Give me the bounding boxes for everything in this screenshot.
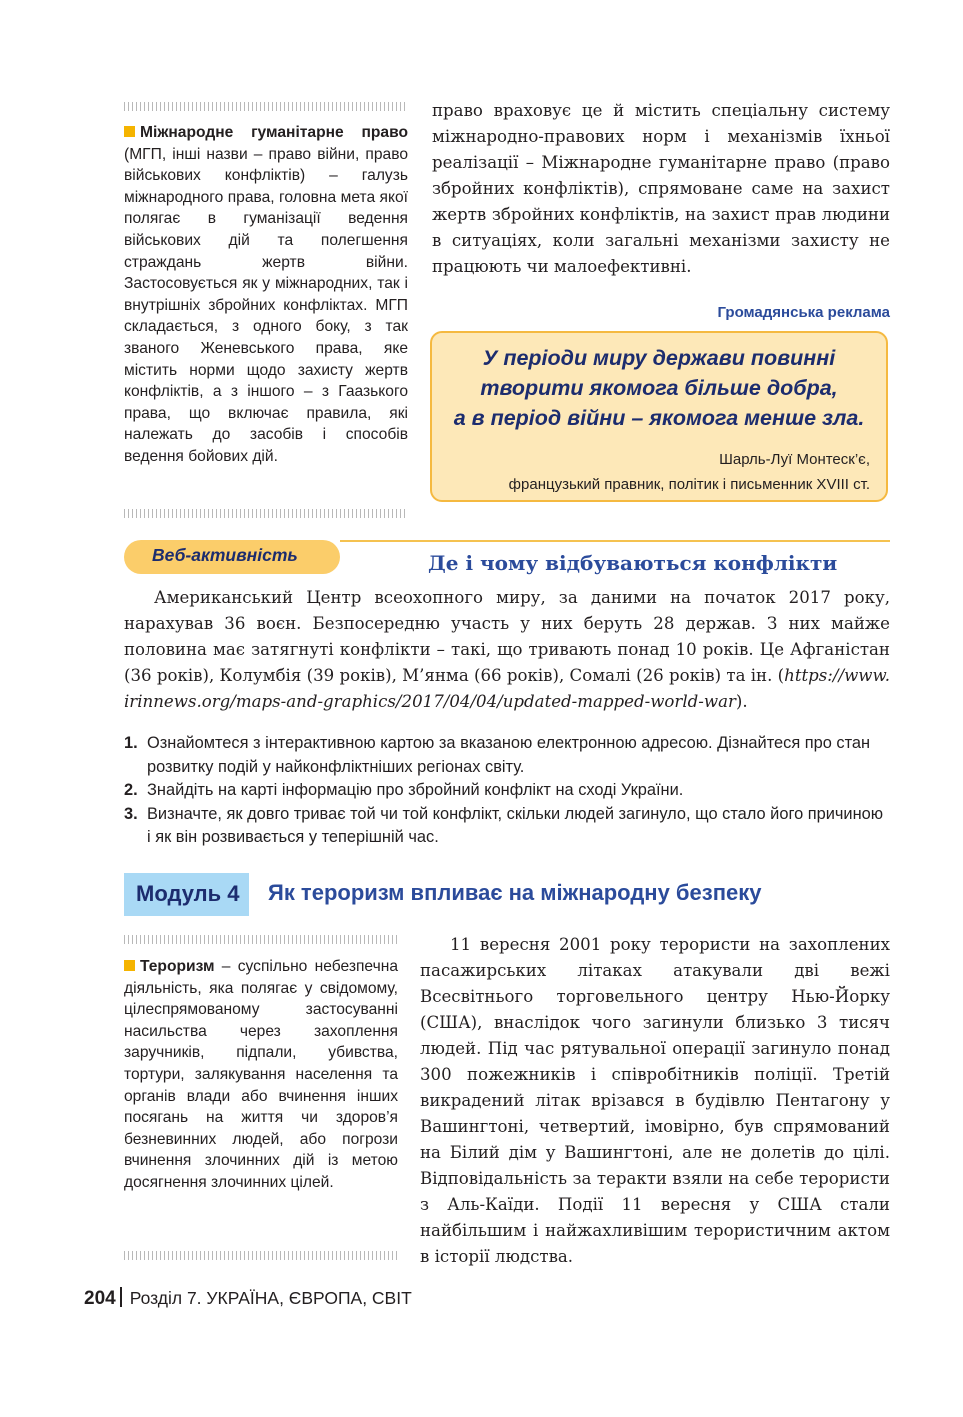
glossary-term: Тероризм: [140, 958, 215, 975]
bullet-square-icon: [124, 960, 135, 971]
page-number: 204: [84, 1288, 116, 1309]
quote-author: Шарль-Луї Монтеск’є, французький правник, політик і письменник XVIII ст.: [508, 451, 870, 493]
web-activity-paragraph: Американський Центр всеохопного миру, за даними на початок 2017 року, нарахував 36 воєн. Безпосередню участь у них беруть 28 держав. З них майже половина має затягнуті конфлікти – такі, що тривають понад 10 років. Це Афганістан (36 років), Колумбія (39 років), М’янма (66 років), Сомалі (26 років) та ін. (https://www.irinnews.org/maps-and-graphics/2017/04/04/updated-mapped-world-war).: [124, 588, 890, 711]
web-activity-badge: Веб-активність: [124, 540, 340, 574]
task-item: 2. Знайдіть на карті інформацію про збройний конфлікт на сході України.: [124, 781, 684, 799]
glossary-terrorism: [124, 956, 398, 1194]
web-activity-rule: [340, 540, 890, 542]
glossary-term: Міжнародне гуманітарне право: [140, 124, 408, 141]
glossary-definition: – суспільно небезпечна діяльність, яка полягає у свідомому, цілеспрямованому застосуванні насильства через захоплення заручників, підпали, убивства, тортури, залякування населення та органів влади або вчинення інших посягань на життя чи здоров’я безневинних людей, або погрози вчинення злочинних дій із метою досягнення злочинних цілей.: [124, 958, 398, 1191]
sidebar-divider-top: [124, 102, 408, 111]
quote-label: Громадянська реклама: [717, 304, 890, 321]
footer-divider: [120, 1287, 122, 1307]
sidebar-divider-top-2: [124, 935, 398, 944]
glossary-ihl: [124, 122, 408, 468]
body-paragraph-ihl: право враховує це й містить спеціальну систему міжнародно-правових норм і механізмів їхньої реалізації – Міжнародне гуманітарне право (право збройних конфліктів), спрямоване саме на захист жертв збройних конфліктів, на захист прав людини в ситуаціях, коли загальні механізми захисту не працюють чи малоефективні.: [432, 101, 890, 276]
page-footer: [84, 1287, 412, 1310]
module-badge: Модуль 4: [124, 873, 249, 916]
task-item: 3. Визначте, як довго триває той чи той конфлікт, скільки людей загинуло, що стало його причиною і як він розвивається у теперішній час.: [124, 804, 884, 846]
web-activity-title: Де і чому відбуваються конфлікти: [428, 551, 838, 575]
task-list: [124, 732, 890, 850]
task-item: 1. Ознайомтеся з інтерактивною картою за вказаною електронною адресою. Дізнайтеся про стан розвитку подій у найконфліктніших регіонах світу.: [124, 734, 871, 776]
sidebar-divider-bottom-2: [124, 1251, 398, 1260]
quote-box: [430, 331, 888, 502]
sidebar-divider-bottom: [124, 509, 408, 518]
body-paragraph-911: 11 вересня 2001 року терористи на захоплених пасажирських літаках атакували дві вежі Всесвітнього торговельного центру Нью-Йорку (США), внаслідок чого загинули близько 3 тисяч людей. Під час рятувальної операції загинуло понад 300 пожежників і співробітників поліції. Третій викрадений літак врізався в будівлю Пентагону у Вашингтоні, четвертий, імовірно, був спрямований на Білий дім у Вашингтоні, але не долетів до цілі. Відповідальність за теракти взяли на себе терористи з Аль-Каїди. Події 11 вересня у США стали найбільшим і найжахливішим терористичним актом в історії людства.: [420, 935, 890, 1266]
quote-text: У періоди миру держави повинні творити якомога більше добра, а в період війни – якомога менше зла.: [453, 346, 865, 430]
module-title: Як тероризм впливає на міжнародну безпеку: [268, 880, 762, 905]
glossary-definition: (МГП, інші назви – право війни, право військових конфліктів) – галузь міжнародного права, головна мета якої полягає в гуманізації ведення військових дій та полегшення страждань жертв війни. Застосовується як у міжнародних, так і внутрішніх збройних конфліктах. МГП складається, з одного боку, з так званого Женевського права, яке містить норми щодо захисту жертв конфліктів, а з іншого – з Гаазького права, що включає правила, які належать до засобів і способів ведення бойових дій.: [124, 145, 408, 465]
section-title: Розділ 7. УКРАЇНА, ЄВРОПА, СВІТ: [129, 1288, 412, 1308]
bullet-square-icon: [124, 126, 135, 137]
web-activity-link[interactable]: https://www.irinnews.org/maps-and-graphics/2017/04/04/updated-mapped-world-war: [124, 666, 890, 711]
